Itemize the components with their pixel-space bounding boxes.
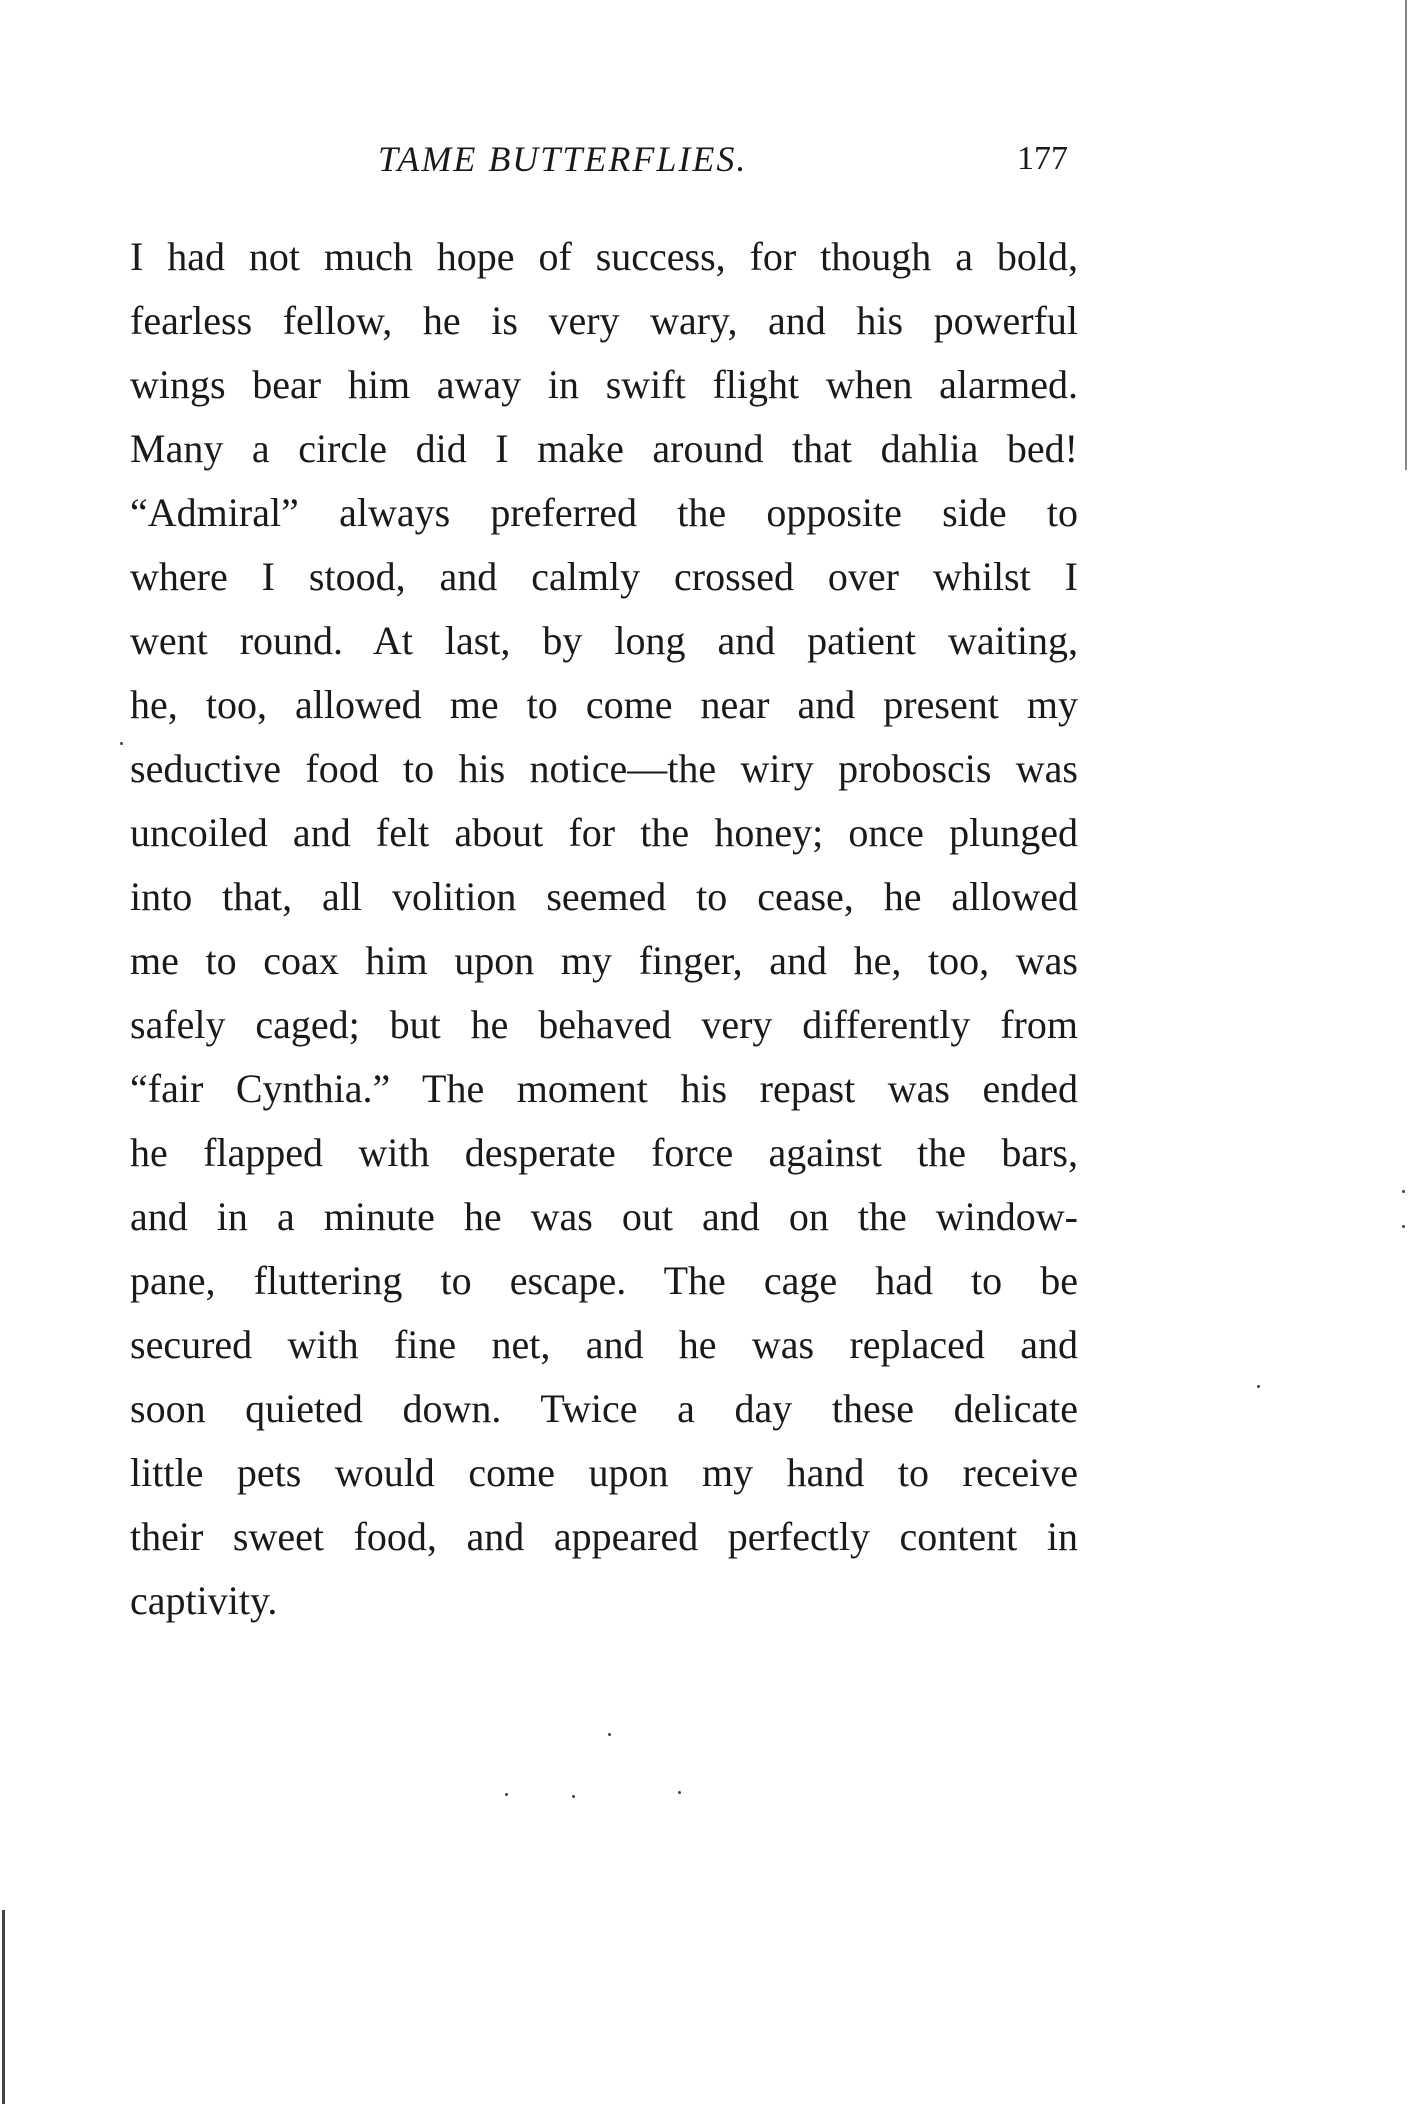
- text-line: he, too, allowed me to come near and present my: [130, 682, 1078, 727]
- text-line: wings bear him away in swift flight when alarmed.: [130, 362, 1078, 407]
- text-line: pane, fluttering to escape. The cage had to be: [130, 1258, 1078, 1303]
- text-line: uncoiled and felt about for the honey; once plunged: [130, 810, 1078, 855]
- print-speck: [608, 1733, 611, 1736]
- print-speck: [1402, 1225, 1405, 1228]
- text-line: me to coax him upon my finger, and he, too, was: [130, 938, 1078, 983]
- print-speck: [572, 1795, 575, 1798]
- scan-edge-shadow-left: [2, 1910, 5, 2104]
- print-speck: [678, 1791, 681, 1794]
- text-line: he flapped with desperate force against the bars,: [130, 1130, 1078, 1175]
- body-paragraph: [130, 225, 1078, 1633]
- text-line: “Admiral” always preferred the opposite side to: [130, 490, 1078, 535]
- text-line: went round. At last, by long and patient waiting,: [130, 618, 1078, 663]
- print-speck: [1402, 1190, 1405, 1193]
- text-line: and in a minute he was out and on the window-: [130, 1194, 1078, 1239]
- text-line: Many a circle did I make around that dahlia bed!: [130, 426, 1078, 471]
- text-line: fearless fellow, he is very wary, and his powerful: [130, 298, 1078, 343]
- text-line: I had not much hope of success, for though a bold,: [130, 234, 1078, 279]
- text-line: their sweet food, and appeared perfectly content in: [130, 1514, 1078, 1559]
- text-line: captivity.: [130, 1578, 278, 1623]
- text-line: soon quieted down. Twice a day these delicate: [130, 1386, 1078, 1431]
- print-speck: [1257, 1385, 1260, 1388]
- text-line: seductive food to his notice—the wiry proboscis was: [130, 746, 1078, 791]
- text-line: secured with fine net, and he was replaced and: [130, 1322, 1078, 1367]
- print-speck: [120, 742, 123, 745]
- text-line: where I stood, and calmly crossed over whilst I: [130, 554, 1078, 599]
- text-line: safely caged; but he behaved very differently from: [130, 1002, 1078, 1047]
- text-line: “fair Cynthia.” The moment his repast was ended: [130, 1066, 1078, 1111]
- page-number: 177: [1017, 140, 1068, 177]
- scan-edge-shadow-right: [1405, 0, 1407, 470]
- running-head-title: TAME BUTTERFLIES.: [378, 139, 748, 179]
- print-speck: [505, 1793, 508, 1796]
- text-line: into that, all volition seemed to cease, he allowed: [130, 874, 1078, 919]
- text-line: little pets would come upon my hand to receive: [130, 1450, 1078, 1495]
